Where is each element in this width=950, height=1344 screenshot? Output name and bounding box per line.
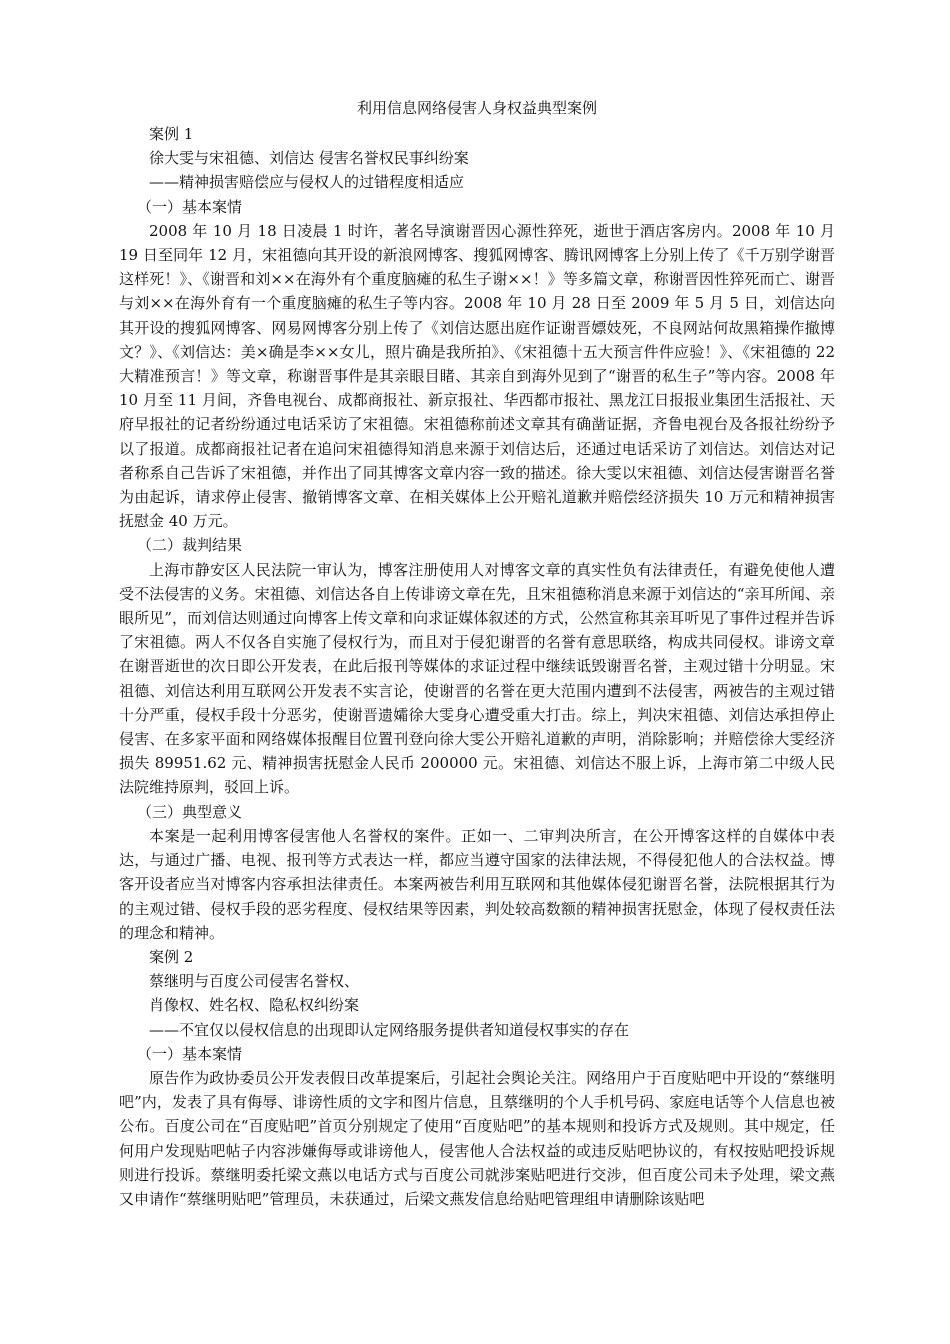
case1-subtitle: ——精神损害赔偿应与侵权人的过错程度相适应 [149, 173, 465, 192]
case2-label: 案例 2 [149, 947, 194, 966]
case1-section1-title: （一）基本案情 [137, 197, 243, 216]
case2-heading-line1: 蔡继明与百度公司侵害名誉权、 [149, 972, 360, 991]
case2-subtitle: ——不宜仅以侵权信息的出现即认定网络服务提供者知道侵权事实的存在 [149, 1020, 630, 1039]
case1-section3-title: （三）典型意义 [137, 802, 243, 821]
case1-section2-text: 上海市静安区人民法院一审认为，博客注册使用人对博客文章的真实性负有法律责任，有避免使他人遭受不法侵害的义务。宋祖德、刘信达各自上传诽谤文章在先，且宋祖德称消息来源于刘信达的“亲耳所闻、亲眼所见”，而刘信达则通过向博客上传文章和向求证媒体叙述的方式，公然宣称其亲耳听见了事件过程并告诉了宋祖德。两人不仅各自实施了侵权行为，而且对于侵犯谢晋的名誉有意思联络，构成共同侵权。诽谤文章在谢晋逝世的次日即公开发表，在此后报刊等媒体的求证过程中继续诋毁谢晋名誉，主观过错十分明显。宋祖德、刘信达利用互联网公开发表不实言论，使谢晋的名誉在更大范围内遭到不法侵害，两被告的主观过错十分严重，侵权手段十分恶劣，使谢晋遗孀徐大雯身心遭受重大打击。综上，判决宋祖德、刘信达承担停止侵害、在多家平面和网络媒体报醒目位置刊登向徐大雯公开赔礼道歉的声明，消除影响；并赔偿徐大雯经济损失 89951.62 元、精神损害抚慰金人民币 200000 元。宋祖德、刘信达不服上诉，上海市第二中级人民法院维持原判，驳回上诉。 [119, 560, 835, 797]
case2-section1-title: （一）基本案情 [137, 1044, 243, 1063]
case1-heading: 徐大雯与宋祖德、刘信达 侵害名誉权民事纠纷案 [149, 149, 469, 168]
case1-section2-title: （二）裁判结果 [137, 536, 243, 555]
case2-section1-text: 原告作为政协委员公开发表假日改革提案后，引起社会舆论关注。网络用户于百度贴吧中开设的“蔡继明吧”内，发表了具有侮辱、诽谤性质的文字和图片信息，且蔡继明的个人手机号码、家庭电话等个人信息也被公布。百度公司在“百度贴吧”首页分别规定了使用“百度贴吧”的基本规则和投诉方式及规则。其中规定，任何用户发现贴吧帖子内容涉嫌侮辱或诽谤他人，侵害他人合法权益的或违反贴吧协议的，有权按贴吧投诉规则进行投诉。蔡继明委托梁文燕以电话方式与百度公司就涉案贴吧进行交涉，但百度公司未予处理，梁文燕又申请作“蔡继明贴吧”管理员，未获通过，后梁文燕发信息给贴吧管理组申请删除该贴吧 [119, 1068, 835, 1208]
case1-section3-text: 本案是一起利用博客侵害他人名誉权的案件。正如一、二审判决所言，在公开博客这样的自媒体中表达，与通过广播、电视、报刊等方式表达一样，都应当遵守国家的法律法规，不得侵犯他人的合法权益。博客开设者应当对博客内容承担法律责任。本案两被告利用互联网和其他媒体侵犯谢晋名誉，法院根据其行为的主观过错、侵权手段的恶劣程度、侵权结果等因素，判处较高数额的精神损害抚慰金，体现了侵权责任法的理念和精神。 [119, 826, 835, 942]
document-page [119, 96, 835, 1211]
case1-section1-text: 2008 年 10 月 18 日凌晨 1 时许，著名导演谢晋因心源性猝死，逝世于酒店客房内。2008 年 10 月 19 日至同年 12 月，宋祖德向其开设的新浪网博客、搜狐网博客、腾讯网博客上分别上传了《千万别学谢晋这样死！》、《谢晋和刘××在海外有个重度脑瘫的私生子谢××！》等多篇文章，称谢晋因性猝死而亡、谢晋与刘××在海外育有一个重度脑瘫的私生子等内容。2008 年 10 月 28 日至 2009 年 5 月 5 日，刘信达向其开设的搜狐网博客、网易网博客分别上传了《刘信达愿出庭作证谢晋嫖妓死，不良网站何故黑箱操作撤博文？》、《刘信达：美×确是李××女儿，照片确是我所拍》、《宋祖德十五大预言件件应验！》、《宋祖德的 22 大精准预言！》等文章，称谢晋事件是其亲眼目睹、其亲自到海外见到了“谢晋的私生子”等内容。2008 年 10 月至 11 月间，齐鲁电视台、成都商报社、新京报社、华西都市报社、黑龙江日报报业集团生活报社、天府早报社的记者纷纷通过电话采访了宋祖德。宋祖德称前述文章其有确凿证据，齐鲁电视台及各报社纷纷予以了报道。成都商报社记者在追问宋祖德得知消息来源于刘信达后，还通过电话采访了刘信达。刘信达对记者称系自己告诉了宋祖德，并作出了同其博客文章内容一致的描述。徐大雯以宋祖德、刘信达侵害谢晋名誉为由起诉，请求停止侵害、撤销博客文章、在相关媒体上公开赔礼道歉并赔偿经济损失 10 万元和精神损害抚慰金 40 万元。 [119, 221, 835, 531]
document-title: 利用信息网络侵害人身权益典型案例 [356, 99, 597, 117]
case1-label: 案例 1 [149, 125, 194, 143]
case2-heading-line2: 肖像权、姓名权、隐私权纠纷案 [149, 996, 360, 1015]
